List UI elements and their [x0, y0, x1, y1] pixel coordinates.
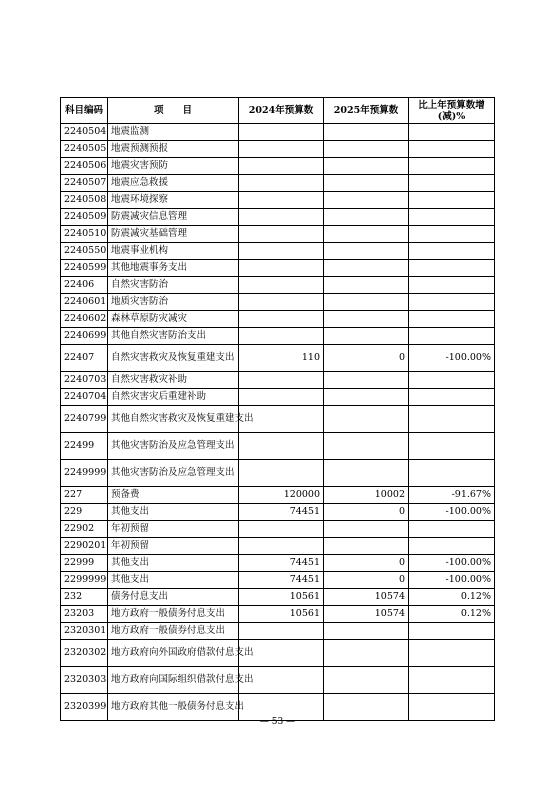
- table-row: [61, 504, 495, 521]
- value-2025-cell: [324, 141, 409, 158]
- header-2025: 2025年预算数: [324, 98, 409, 124]
- value-2024-cell: [239, 277, 324, 294]
- table-row: [61, 433, 495, 460]
- table-row: [61, 192, 495, 209]
- change-cell: -100.00%: [409, 555, 495, 572]
- name-cell: 其他支出: [108, 504, 239, 521]
- code-cell: 2320301: [61, 623, 108, 640]
- value-2025-cell: [324, 124, 409, 141]
- change-cell: [409, 175, 495, 192]
- table-row: [61, 311, 495, 328]
- value-2025-cell: [324, 623, 409, 640]
- table-row: [61, 260, 495, 277]
- change-cell: [409, 328, 495, 345]
- value-2025-cell: [324, 192, 409, 209]
- change-cell: [409, 294, 495, 311]
- value-2025-cell: [324, 260, 409, 277]
- value-2024-cell: [239, 328, 324, 345]
- code-cell: 2240506: [61, 158, 108, 175]
- code-cell: 2240509: [61, 209, 108, 226]
- value-2024-cell: [239, 243, 324, 260]
- value-2024-cell: [239, 521, 324, 538]
- value-2024-cell: 120000: [239, 487, 324, 504]
- code-cell: 2240510: [61, 226, 108, 243]
- change-cell: [409, 124, 495, 141]
- change-cell: [409, 226, 495, 243]
- value-2025-cell: [324, 328, 409, 345]
- table-row: [61, 572, 495, 589]
- code-cell: 232: [61, 589, 108, 606]
- table-row: [61, 667, 495, 694]
- table-row: [61, 589, 495, 606]
- name-cell: 预备费: [108, 487, 239, 504]
- value-2025-cell: [324, 243, 409, 260]
- name-cell: 其他灾害防治及应急管理支出: [108, 433, 239, 460]
- value-2024-cell: 110: [239, 345, 324, 372]
- table-row: [61, 460, 495, 487]
- name-cell: 防震减灾信息管理: [108, 209, 239, 226]
- code-cell: 2240507: [61, 175, 108, 192]
- table-row: [61, 640, 495, 667]
- code-cell: 2240799: [61, 406, 108, 433]
- change-cell: [409, 141, 495, 158]
- table-row: [61, 328, 495, 345]
- table-row: [61, 487, 495, 504]
- value-2024-cell: [239, 209, 324, 226]
- value-2025-cell: [324, 311, 409, 328]
- name-cell: 自然灾害防治: [108, 277, 239, 294]
- change-cell: [409, 243, 495, 260]
- value-2024-cell: 74451: [239, 504, 324, 521]
- table-row: [61, 623, 495, 640]
- value-2025-cell: 0: [324, 345, 409, 372]
- value-2024-cell: [239, 460, 324, 487]
- table-row: [61, 141, 495, 158]
- header-item: 项 目: [108, 98, 239, 124]
- code-cell: 2240699: [61, 328, 108, 345]
- name-cell: 地震监测: [108, 124, 239, 141]
- table-body: [61, 124, 495, 721]
- value-2025-cell: [324, 226, 409, 243]
- value-2024-cell: 74451: [239, 572, 324, 589]
- table-row: [61, 175, 495, 192]
- value-2024-cell: [239, 623, 324, 640]
- change-cell: [409, 667, 495, 694]
- change-cell: [409, 389, 495, 406]
- change-cell: [409, 311, 495, 328]
- change-cell: [409, 521, 495, 538]
- value-2025-cell: [324, 538, 409, 555]
- table-row: [61, 209, 495, 226]
- code-cell: 23203: [61, 606, 108, 623]
- value-2024-cell: [239, 372, 324, 389]
- change-cell: [409, 406, 495, 433]
- name-cell: 防震减灾基础管理: [108, 226, 239, 243]
- table-row: [61, 226, 495, 243]
- table-row: [61, 243, 495, 260]
- table-header-row: [61, 98, 495, 124]
- name-cell: 地震事业机构: [108, 243, 239, 260]
- code-cell: 2240599: [61, 260, 108, 277]
- value-2025-cell: [324, 277, 409, 294]
- name-cell: 年初预留: [108, 538, 239, 555]
- change-cell: [409, 158, 495, 175]
- code-cell: 22407: [61, 345, 108, 372]
- name-cell: 地震环境探察: [108, 192, 239, 209]
- name-cell: 其他支出: [108, 555, 239, 572]
- value-2024-cell: [239, 538, 324, 555]
- code-cell: 2290201: [61, 538, 108, 555]
- value-2024-cell: [239, 192, 324, 209]
- change-cell: [409, 277, 495, 294]
- value-2024-cell: [239, 158, 324, 175]
- name-cell: 地方政府一般债务付息支出: [108, 606, 239, 623]
- code-cell: 2240704: [61, 389, 108, 406]
- value-2025-cell: 0: [324, 572, 409, 589]
- table-row: [61, 345, 495, 372]
- code-cell: 22902: [61, 521, 108, 538]
- value-2024-cell: [239, 141, 324, 158]
- change-cell: -100.00%: [409, 345, 495, 372]
- code-cell: 2240505: [61, 141, 108, 158]
- change-cell: [409, 260, 495, 277]
- value-2024-cell: [239, 260, 324, 277]
- code-cell: 2320399: [61, 694, 108, 721]
- table-row: [61, 606, 495, 623]
- change-cell: [409, 372, 495, 389]
- value-2024-cell: [239, 389, 324, 406]
- header-change: 比上年预算数增(减)%: [409, 98, 495, 124]
- budget-table: [60, 97, 495, 721]
- code-cell: 2249999: [61, 460, 108, 487]
- name-cell: 地方政府其他一般债务付息支出: [108, 694, 239, 721]
- change-cell: [409, 640, 495, 667]
- table-row: [61, 158, 495, 175]
- value-2024-cell: [239, 433, 324, 460]
- change-cell: [409, 192, 495, 209]
- code-cell: 2240602: [61, 311, 108, 328]
- value-2024-cell: 74451: [239, 555, 324, 572]
- name-cell: 地震应急救援: [108, 175, 239, 192]
- name-cell: 自然灾害救灾及恢复重建支出: [108, 345, 239, 372]
- name-cell: 自然灾害灾后重建补助: [108, 389, 239, 406]
- table-row: [61, 277, 495, 294]
- name-cell: 其他灾害防治及应急管理支出: [108, 460, 239, 487]
- table-row: [61, 389, 495, 406]
- change-cell: [409, 623, 495, 640]
- code-cell: 2299999: [61, 572, 108, 589]
- name-cell: 地震灾害预防: [108, 158, 239, 175]
- name-cell: 年初预留: [108, 521, 239, 538]
- value-2025-cell: [324, 158, 409, 175]
- value-2025-cell: [324, 209, 409, 226]
- name-cell: 地方政府向国际组织借款付息支出: [108, 667, 239, 694]
- table-row: [61, 538, 495, 555]
- table-row: [61, 372, 495, 389]
- name-cell: 其他支出: [108, 572, 239, 589]
- code-cell: 2320302: [61, 640, 108, 667]
- code-cell: 2240703: [61, 372, 108, 389]
- value-2024-cell: [239, 175, 324, 192]
- value-2024-cell: [239, 124, 324, 141]
- value-2025-cell: [324, 372, 409, 389]
- name-cell: 其他自然灾害救灾及恢复重建支出: [108, 406, 239, 433]
- name-cell: 森林草原防灾减灾: [108, 311, 239, 328]
- value-2024-cell: 10561: [239, 589, 324, 606]
- value-2025-cell: [324, 406, 409, 433]
- value-2024-cell: [239, 311, 324, 328]
- code-cell: 2240508: [61, 192, 108, 209]
- header-code: 科目编码: [61, 98, 108, 124]
- change-cell: 0.12%: [409, 606, 495, 623]
- name-cell: 自然灾害救灾补助: [108, 372, 239, 389]
- value-2025-cell: [324, 460, 409, 487]
- value-2025-cell: [324, 389, 409, 406]
- value-2025-cell: [324, 521, 409, 538]
- value-2025-cell: 10574: [324, 589, 409, 606]
- name-cell: 地方政府向外国政府借款付息支出: [108, 640, 239, 667]
- code-cell: 22406: [61, 277, 108, 294]
- name-cell: 地质灾害防治: [108, 294, 239, 311]
- value-2024-cell: [239, 226, 324, 243]
- change-cell: -100.00%: [409, 572, 495, 589]
- value-2025-cell: [324, 640, 409, 667]
- value-2025-cell: [324, 175, 409, 192]
- table-row: [61, 294, 495, 311]
- code-cell: 2240601: [61, 294, 108, 311]
- page-number: — 53 —: [259, 717, 296, 727]
- code-cell: 2240550: [61, 243, 108, 260]
- value-2025-cell: 0: [324, 555, 409, 572]
- table-row: [61, 406, 495, 433]
- value-2025-cell: [324, 294, 409, 311]
- change-cell: [409, 538, 495, 555]
- value-2024-cell: [239, 294, 324, 311]
- value-2025-cell: 10002: [324, 487, 409, 504]
- change-cell: [409, 460, 495, 487]
- code-cell: 227: [61, 487, 108, 504]
- name-cell: 债务付息支出: [108, 589, 239, 606]
- name-cell: 其他自然灾害防治支出: [108, 328, 239, 345]
- name-cell: 其他地震事务支出: [108, 260, 239, 277]
- change-cell: -100.00%: [409, 504, 495, 521]
- code-cell: 2240504: [61, 124, 108, 141]
- code-cell: 22999: [61, 555, 108, 572]
- code-cell: 22499: [61, 433, 108, 460]
- name-cell: 地震预测预报: [108, 141, 239, 158]
- value-2024-cell: 10561: [239, 606, 324, 623]
- value-2025-cell: 0: [324, 504, 409, 521]
- value-2025-cell: [324, 667, 409, 694]
- table-row: [61, 124, 495, 141]
- change-cell: [409, 433, 495, 460]
- name-cell: 地方政府一般债券付息支出: [108, 623, 239, 640]
- change-cell: -91.67%: [409, 487, 495, 504]
- table-row: [61, 521, 495, 538]
- table-row: [61, 555, 495, 572]
- change-cell: [409, 209, 495, 226]
- value-2025-cell: 10574: [324, 606, 409, 623]
- code-cell: 2320303: [61, 667, 108, 694]
- code-cell: 229: [61, 504, 108, 521]
- header-2024: 2024年预算数: [239, 98, 324, 124]
- change-cell: 0.12%: [409, 589, 495, 606]
- value-2025-cell: [324, 433, 409, 460]
